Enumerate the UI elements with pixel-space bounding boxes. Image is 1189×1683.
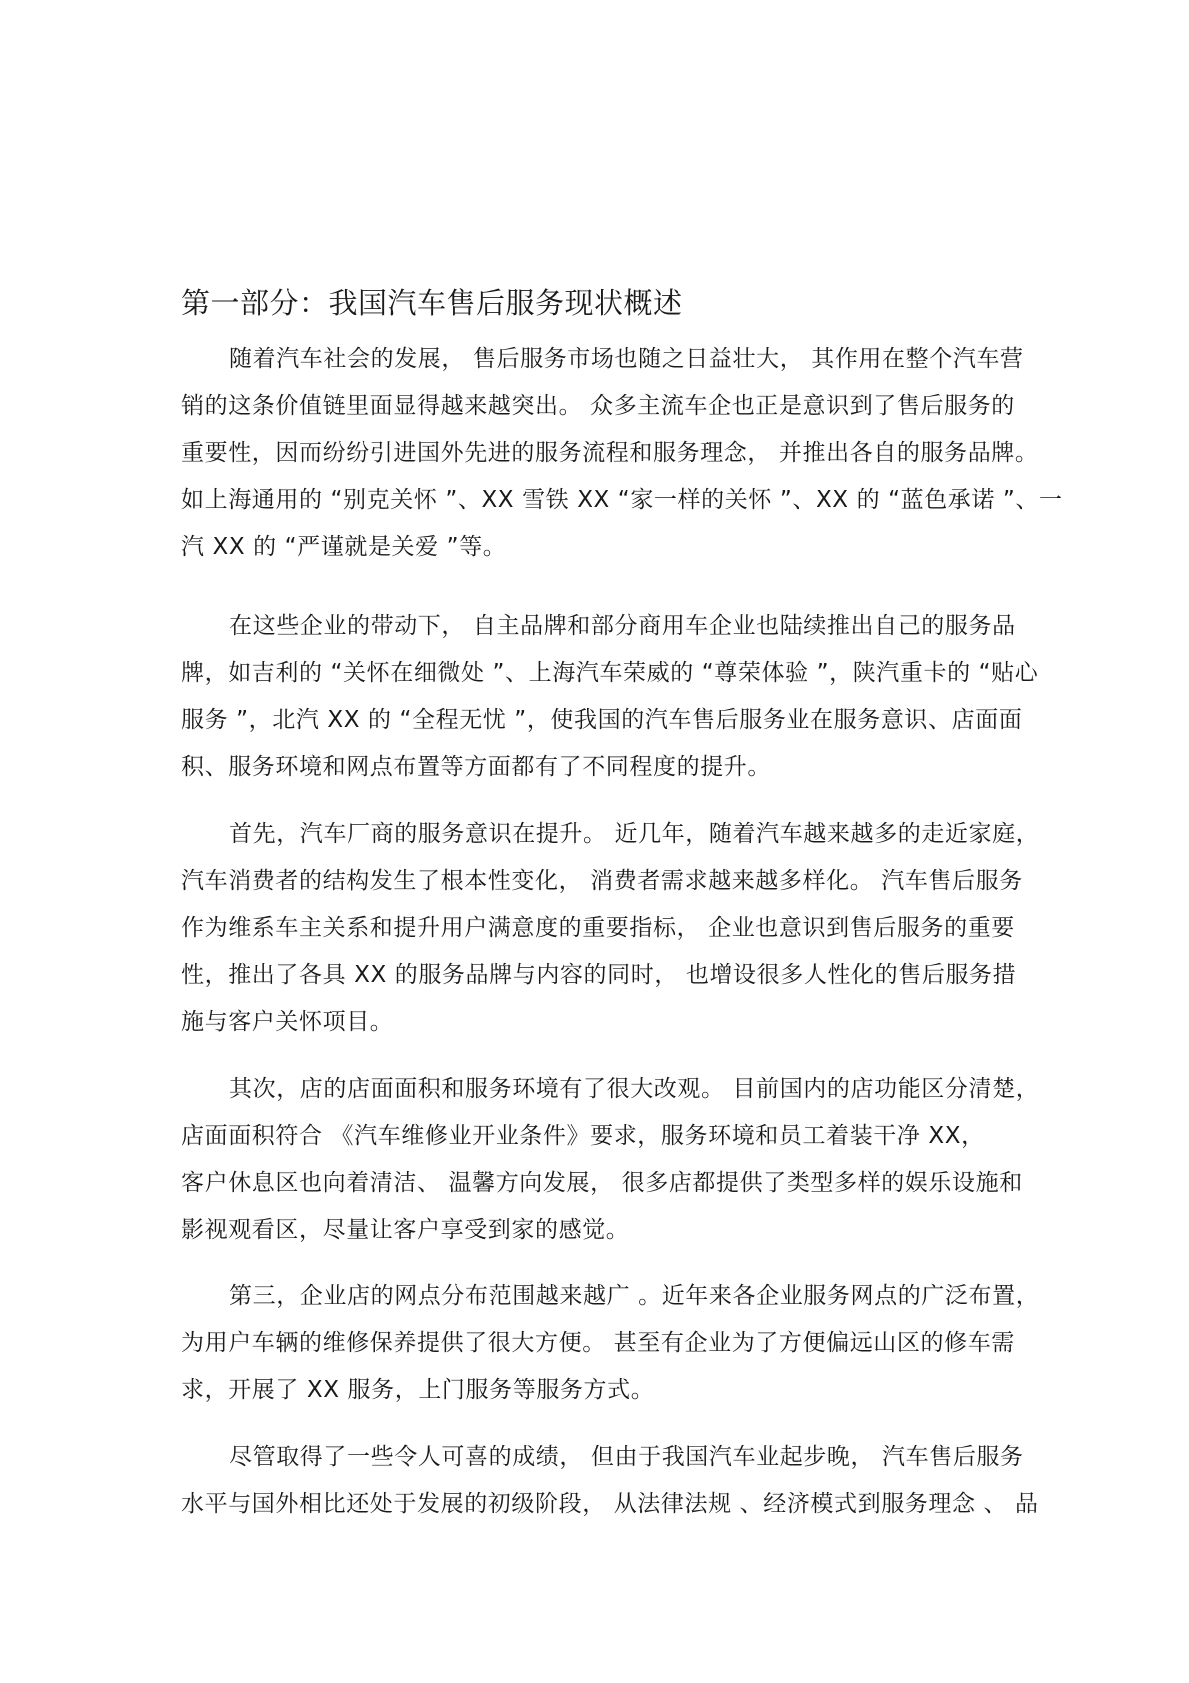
paragraph-line: 为用户车辆的维修保养提供了很大方便。 甚至有企业为了方便偏远山区的修车需 [181,1330,1015,1356]
paragraph-line: 汽 XX 的 “严谨就是关爱 ”等。 [181,534,507,560]
section-heading: 第一部分：我国汽车售后服务现状概述 [181,286,683,320]
paragraph-line: 牌，如吉利的 “关怀在细微处 ”、上海汽车荣威的 “尊荣体验 ”，陕汽重卡的 “贴心 [181,660,1039,686]
paragraph-line: 汽车消费者的结构发生了根本性变化， 消费者需求越来越多样化。 汽车售后服务 [181,868,1023,894]
paragraph-line: 在这些企业的带动下， 自主品牌和部分商用车企业也陆续推出自己的服务品 [229,613,1016,639]
paragraph-line: 尽管取得了一些令人可喜的成绩， 但由于我国汽车业起步晚， 汽车售后服务 [229,1444,1024,1470]
paragraph-line: 销的这条价值链里面显得越来越突出。 众多主流车企也正是意识到了售后服务的 [181,393,1015,419]
paragraph-line: 求，开展了 XX 服务，上门服务等服务方式。 [181,1377,655,1403]
paragraph-line: 首先，汽车厂商的服务意识在提升。 近几年，随着汽车越来越多的走近家庭， [229,821,1040,847]
paragraph-line: 施与客户关怀项目。 [181,1009,394,1035]
paragraph-line: 店面面积符合 《汽车维修业开业条件》要求，服务环境和员工着装干净 XX， [181,1123,985,1149]
paragraph-line: 如上海通用的 “别克关怀 ”、XX 雪铁 XX “家一样的关怀 ”、XX 的 “蓝色承诺 ”、一 [181,487,1063,513]
paragraph-line: 水平与国外相比还处于发展的初级阶段， 从法律法规 、经济模式到服务理念 、 品 [181,1491,1039,1517]
paragraph-4 [181,1066,1039,1254]
paragraph-6 [181,1434,1039,1528]
paragraph-line: 积、服务环境和网点布置等方面都有了不同程度的提升。 [181,754,771,780]
paragraph-line: 性，推出了各具 XX 的服务品牌与内容的同时， 也增设很多人性化的售后服务措 [181,962,1017,988]
paragraph-5 [181,1273,1039,1414]
paragraph-line: 作为维系车主关系和提升用户满意度的重要指标， 企业也意识到售后服务的重要 [181,915,1015,941]
paragraph-line: 其次，店的店面面积和服务环境有了很大改观。 目前国内的店功能区分清楚， [229,1076,1040,1102]
paragraph-line: 客户休息区也向着清洁、 温馨方向发展， 很多店都提供了类型多样的娱乐设施和 [181,1170,1023,1196]
paragraph-2 [181,603,1038,791]
paragraph-line: 服务 ”，北汽 XX 的 “全程无忧 ”，使我国的汽车售后服务业在服务意识、店面面 [181,707,1023,733]
paragraph-line: 重要性，因而纷纷引进国外先进的服务流程和服务理念， 并推出各自的服务品牌。 [181,440,1039,466]
paragraph-3 [181,811,1039,1046]
paragraph-1 [181,336,1063,571]
paragraph-line: 第三，企业店的网点分布范围越来越广 。近年来各企业服务网点的广泛布置， [229,1283,1040,1309]
paragraph-line: 随着汽车社会的发展， 售后服务市场也随之日益壮大， 其作用在整个汽车营 [229,346,1024,372]
paragraph-line: 影视观看区，尽量让客户享受到家的感觉。 [181,1217,630,1243]
